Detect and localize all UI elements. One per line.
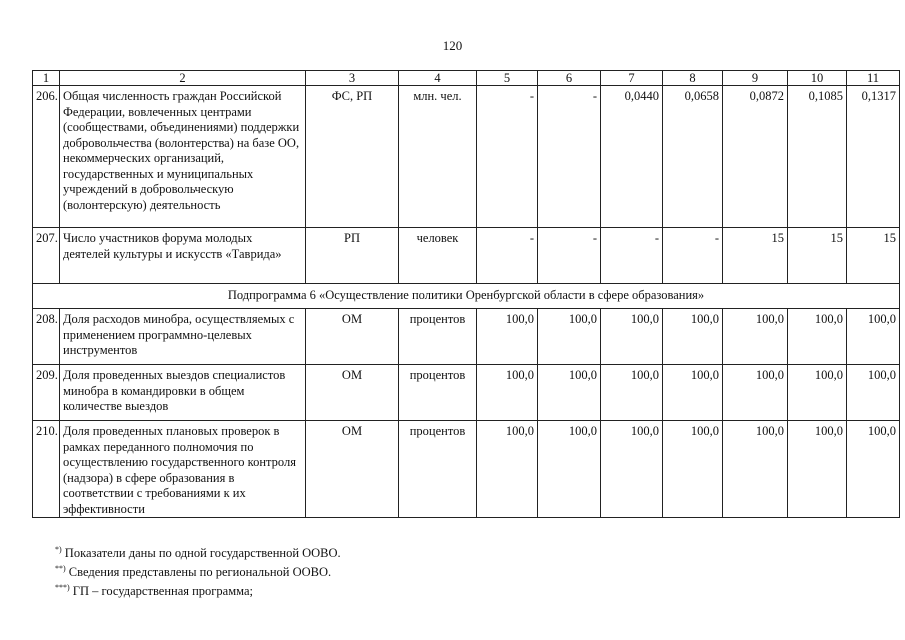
indicator-source: ОМ xyxy=(306,365,399,421)
column-header: 7 xyxy=(601,71,663,86)
footnote-mark: *) xyxy=(55,545,62,554)
table-row xyxy=(33,365,900,421)
column-header: 9 xyxy=(723,71,788,86)
indicator-value: 0,0872 xyxy=(723,86,788,228)
row-number: 210. xyxy=(33,421,60,518)
indicator-value: 100,0 xyxy=(663,365,723,421)
indicator-value: 100,0 xyxy=(663,421,723,518)
indicator-value: - xyxy=(663,228,723,284)
row-number: 207. xyxy=(33,228,60,284)
indicator-value: 100,0 xyxy=(601,421,663,518)
indicator-unit: процентов xyxy=(399,365,477,421)
table-row xyxy=(33,228,900,284)
indicator-value: 0,1317 xyxy=(847,86,900,228)
subprogram-row xyxy=(33,284,900,309)
indicator-value: 15 xyxy=(723,228,788,284)
column-header: 11 xyxy=(847,71,900,86)
row-number: 206. xyxy=(33,86,60,228)
indicator-name: Доля расходов минобра, осуществляемых с применением программно-целевых инструментов xyxy=(60,309,306,365)
column-header: 2 xyxy=(60,71,306,86)
indicator-value: 100,0 xyxy=(477,365,538,421)
indicator-value: 100,0 xyxy=(538,365,601,421)
indicator-value: 100,0 xyxy=(723,309,788,365)
indicator-source: ОМ xyxy=(306,309,399,365)
column-header: 8 xyxy=(663,71,723,86)
subprogram-title: Подпрограмма 6 «Осуществление политики Оренбургской области в сфере образования» xyxy=(33,284,900,309)
footnotes xyxy=(55,542,341,599)
indicator-value: 100,0 xyxy=(788,365,847,421)
indicator-value: 100,0 xyxy=(601,309,663,365)
indicator-source: РП xyxy=(306,228,399,284)
footnote xyxy=(55,561,341,580)
indicator-value: - xyxy=(601,228,663,284)
footnote-text: Сведения представлены по региональной ООВО. xyxy=(68,565,332,579)
indicator-value: 100,0 xyxy=(663,309,723,365)
indicator-value: - xyxy=(477,228,538,284)
indicator-value: 0,0440 xyxy=(601,86,663,228)
column-header: 4 xyxy=(399,71,477,86)
indicator-value: 100,0 xyxy=(477,309,538,365)
footnote-mark: **) xyxy=(55,564,66,573)
indicator-value: 100,0 xyxy=(477,421,538,518)
indicator-source: ОМ xyxy=(306,421,399,518)
footnote xyxy=(55,580,341,599)
indicator-value: 100,0 xyxy=(723,421,788,518)
indicator-value: 0,0658 xyxy=(663,86,723,228)
indicator-name: Общая численность граждан Российской Федерации, вовлеченных центрами (сообществами, объединениями) поддержки добровольчества (волонтерства) на базе ОО, некоммерческих организаций, государственных и муниципальных учреждений в добровольческую (волонтерскую) деятельность xyxy=(60,86,306,228)
column-header: 6 xyxy=(538,71,601,86)
indicator-value: 100,0 xyxy=(788,309,847,365)
indicator-unit: процентов xyxy=(399,309,477,365)
column-number-row xyxy=(33,71,900,86)
indicator-name: Число участников форума молодых деятелей культуры и искусств «Таврида» xyxy=(60,228,306,284)
indicator-value: - xyxy=(477,86,538,228)
indicator-value: - xyxy=(538,86,601,228)
page-number: 120 xyxy=(442,38,463,53)
table-row xyxy=(33,309,900,365)
footnote-mark: ***) xyxy=(55,583,70,592)
row-number: 209. xyxy=(33,365,60,421)
indicator-value: 100,0 xyxy=(847,365,900,421)
table-row xyxy=(33,421,900,518)
indicator-value: 0,1085 xyxy=(788,86,847,228)
indicator-value: 15 xyxy=(847,228,900,284)
indicator-value: 100,0 xyxy=(723,365,788,421)
indicator-value: 100,0 xyxy=(538,421,601,518)
indicator-unit: человек xyxy=(399,228,477,284)
indicator-unit: млн. чел. xyxy=(399,86,477,228)
indicator-name: Доля проведенных плановых проверок в рамках переданного полномочия по осуществлению государственного контроля (надзора) в сфере образования в соответствии с требованиями к их эффективности xyxy=(60,421,306,518)
indicator-value: 100,0 xyxy=(601,365,663,421)
indicator-value: 100,0 xyxy=(847,309,900,365)
column-header: 10 xyxy=(788,71,847,86)
indicators-table xyxy=(32,70,900,518)
indicator-value: 100,0 xyxy=(538,309,601,365)
column-header: 1 xyxy=(33,71,60,86)
indicator-unit: процентов xyxy=(399,421,477,518)
table-row xyxy=(33,86,900,228)
indicator-value: - xyxy=(538,228,601,284)
indicator-value: 100,0 xyxy=(788,421,847,518)
footnote-text: ГП – государственная программа; xyxy=(72,584,253,598)
indicator-name: Доля проведенных выездов специалистов минобра в командировки в общем количестве выездов xyxy=(60,365,306,421)
footnote-text: Показатели даны по одной государственной ООВО. xyxy=(64,546,341,560)
indicator-value: 15 xyxy=(788,228,847,284)
footnote xyxy=(55,542,341,561)
column-header: 5 xyxy=(477,71,538,86)
column-header: 3 xyxy=(306,71,399,86)
indicator-value: 100,0 xyxy=(847,421,900,518)
indicator-source: ФС, РП xyxy=(306,86,399,228)
row-number: 208. xyxy=(33,309,60,365)
